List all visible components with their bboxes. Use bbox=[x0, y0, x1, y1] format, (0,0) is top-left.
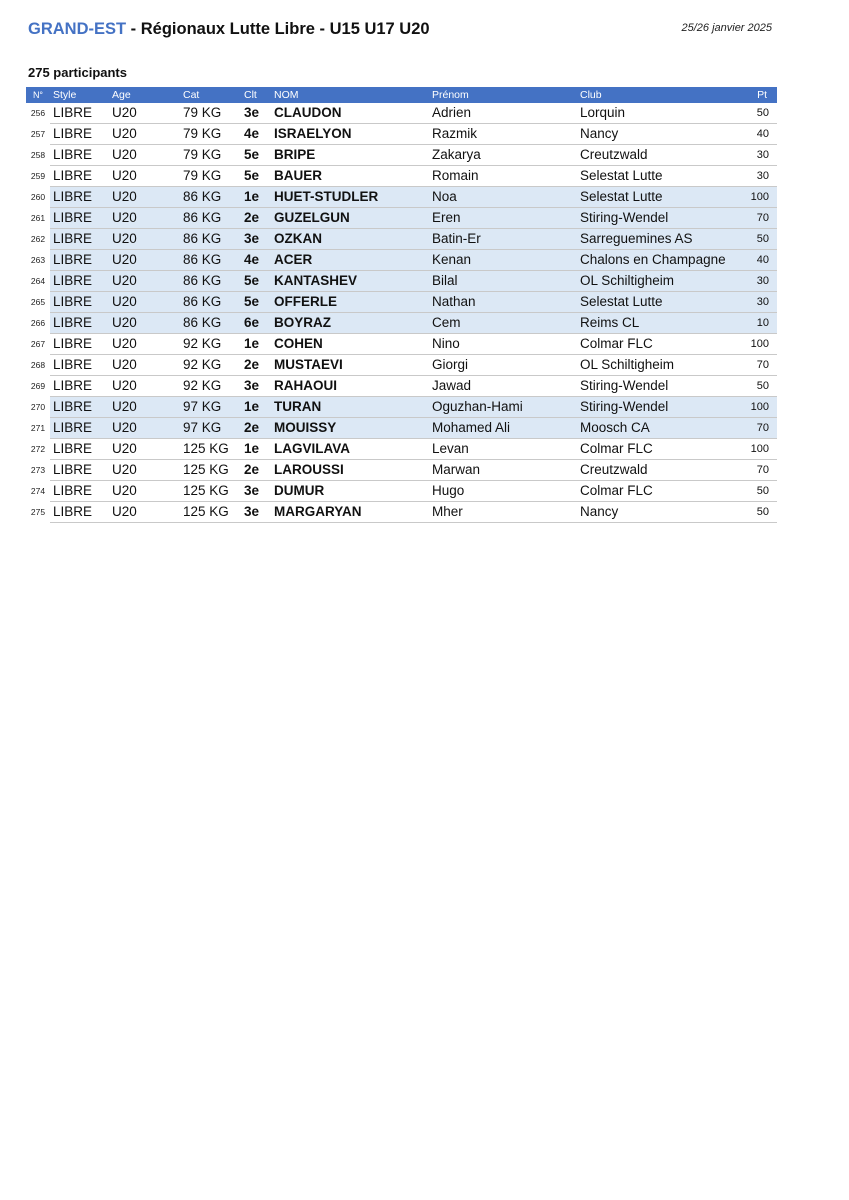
firstname-cell: Nino bbox=[429, 334, 577, 355]
table-row bbox=[26, 376, 777, 397]
style-cell: LIBRE bbox=[50, 292, 109, 313]
lastname-cell: ACER bbox=[271, 250, 429, 271]
firstname-cell: Hugo bbox=[429, 481, 577, 502]
row-number: 269 bbox=[26, 376, 50, 397]
points-cell: 50 bbox=[727, 502, 777, 523]
club-cell: Nancy bbox=[577, 502, 727, 523]
points-cell: 70 bbox=[727, 355, 777, 376]
lastname-cell: ISRAELYON bbox=[271, 124, 429, 145]
points-cell: 50 bbox=[727, 481, 777, 502]
category-cell: 79 KG bbox=[180, 166, 243, 187]
style-cell: LIBRE bbox=[50, 250, 109, 271]
category-cell: 79 KG bbox=[180, 145, 243, 166]
style-cell: LIBRE bbox=[50, 481, 109, 502]
points-cell: 100 bbox=[727, 397, 777, 418]
category-cell: 79 KG bbox=[180, 124, 243, 145]
club-cell: Selestat Lutte bbox=[577, 166, 727, 187]
lastname-cell: MARGARYAN bbox=[271, 502, 429, 523]
firstname-cell: Levan bbox=[429, 439, 577, 460]
firstname-cell: Marwan bbox=[429, 460, 577, 481]
points-cell: 30 bbox=[727, 166, 777, 187]
page-title bbox=[28, 20, 430, 39]
club-cell: Creutzwald bbox=[577, 460, 727, 481]
club-cell: OL Schiltigheim bbox=[577, 355, 727, 376]
participants-count: 275 participants bbox=[28, 65, 127, 80]
club-cell: Stiring-Wendel bbox=[577, 397, 727, 418]
club-cell: OL Schiltigheim bbox=[577, 271, 727, 292]
club-cell: Sarreguemines AS bbox=[577, 229, 727, 250]
table-row bbox=[26, 397, 777, 418]
table-row bbox=[26, 355, 777, 376]
col-header-style: Style bbox=[53, 89, 77, 101]
category-cell: 92 KG bbox=[180, 376, 243, 397]
rank-cell: 5e bbox=[243, 145, 271, 166]
club-cell: Chalons en Champagne bbox=[577, 250, 727, 271]
age-cell: U20 bbox=[109, 271, 180, 292]
lastname-cell: LAGVILAVA bbox=[271, 439, 429, 460]
age-cell: U20 bbox=[109, 208, 180, 229]
age-cell: U20 bbox=[109, 187, 180, 208]
age-cell: U20 bbox=[109, 460, 180, 481]
row-number: 267 bbox=[26, 334, 50, 355]
row-number: 270 bbox=[26, 397, 50, 418]
age-cell: U20 bbox=[109, 166, 180, 187]
style-cell: LIBRE bbox=[50, 187, 109, 208]
table-row bbox=[26, 418, 777, 439]
lastname-cell: BAUER bbox=[271, 166, 429, 187]
points-cell: 70 bbox=[727, 460, 777, 481]
firstname-cell: Zakarya bbox=[429, 145, 577, 166]
rank-cell: 5e bbox=[243, 166, 271, 187]
style-cell: LIBRE bbox=[50, 145, 109, 166]
style-cell: LIBRE bbox=[50, 460, 109, 481]
age-cell: U20 bbox=[109, 481, 180, 502]
rank-cell: 2e bbox=[243, 208, 271, 229]
age-cell: U20 bbox=[109, 418, 180, 439]
points-cell: 100 bbox=[727, 334, 777, 355]
club-cell: Selestat Lutte bbox=[577, 292, 727, 313]
style-cell: LIBRE bbox=[50, 271, 109, 292]
row-number: 263 bbox=[26, 250, 50, 271]
col-header-rank: Clt bbox=[244, 89, 257, 101]
category-cell: 86 KG bbox=[180, 313, 243, 334]
col-header-firstname: Prénom bbox=[432, 89, 469, 101]
table-row bbox=[26, 250, 777, 271]
age-cell: U20 bbox=[109, 124, 180, 145]
style-cell: LIBRE bbox=[50, 502, 109, 523]
age-cell: U20 bbox=[109, 292, 180, 313]
lastname-cell: BOYRAZ bbox=[271, 313, 429, 334]
lastname-cell: KANTASHEV bbox=[271, 271, 429, 292]
col-header-lastname: NOM bbox=[274, 89, 299, 101]
points-cell: 30 bbox=[727, 145, 777, 166]
firstname-cell: Razmik bbox=[429, 124, 577, 145]
table-row bbox=[26, 313, 777, 334]
lastname-cell: LAROUSSI bbox=[271, 460, 429, 481]
lastname-cell: OFFERLE bbox=[271, 292, 429, 313]
lastname-cell: MOUISSY bbox=[271, 418, 429, 439]
club-cell: Selestat Lutte bbox=[577, 187, 727, 208]
style-cell: LIBRE bbox=[50, 355, 109, 376]
row-number: 271 bbox=[26, 418, 50, 439]
club-cell: Stiring-Wendel bbox=[577, 208, 727, 229]
age-cell: U20 bbox=[109, 376, 180, 397]
style-cell: LIBRE bbox=[50, 376, 109, 397]
lastname-cell: GUZELGUN bbox=[271, 208, 429, 229]
firstname-cell: Mohamed Ali bbox=[429, 418, 577, 439]
category-cell: 86 KG bbox=[180, 229, 243, 250]
age-cell: U20 bbox=[109, 313, 180, 334]
points-cell: 100 bbox=[727, 439, 777, 460]
age-cell: U20 bbox=[109, 145, 180, 166]
firstname-cell: Nathan bbox=[429, 292, 577, 313]
row-number: 262 bbox=[26, 229, 50, 250]
age-cell: U20 bbox=[109, 103, 180, 124]
table-row bbox=[26, 292, 777, 313]
club-cell: Reims CL bbox=[577, 313, 727, 334]
rank-cell: 1e bbox=[243, 439, 271, 460]
club-cell: Colmar FLC bbox=[577, 439, 727, 460]
club-cell: Creutzwald bbox=[577, 145, 727, 166]
table-row bbox=[26, 502, 777, 523]
rank-cell: 4e bbox=[243, 124, 271, 145]
row-number: 259 bbox=[26, 166, 50, 187]
category-cell: 92 KG bbox=[180, 355, 243, 376]
table-header-row bbox=[26, 87, 777, 103]
style-cell: LIBRE bbox=[50, 124, 109, 145]
row-number: 257 bbox=[26, 124, 50, 145]
firstname-cell: Cem bbox=[429, 313, 577, 334]
rank-cell: 3e bbox=[243, 502, 271, 523]
points-cell: 70 bbox=[727, 208, 777, 229]
row-number: 275 bbox=[26, 502, 50, 523]
col-header-category: Cat bbox=[183, 89, 200, 101]
rank-cell: 2e bbox=[243, 418, 271, 439]
age-cell: U20 bbox=[109, 439, 180, 460]
rank-cell: 1e bbox=[243, 397, 271, 418]
row-number: 260 bbox=[26, 187, 50, 208]
competition-title: - Régionaux Lutte Libre - U15 U17 U20 bbox=[126, 20, 430, 38]
points-cell: 30 bbox=[727, 292, 777, 313]
table-row bbox=[26, 208, 777, 229]
points-cell: 10 bbox=[727, 313, 777, 334]
lastname-cell: MUSTAEVI bbox=[271, 355, 429, 376]
category-cell: 86 KG bbox=[180, 187, 243, 208]
points-cell: 100 bbox=[727, 187, 777, 208]
category-cell: 97 KG bbox=[180, 397, 243, 418]
row-number: 256 bbox=[26, 103, 50, 124]
lastname-cell: COHEN bbox=[271, 334, 429, 355]
rank-cell: 3e bbox=[243, 229, 271, 250]
points-cell: 30 bbox=[727, 271, 777, 292]
col-header-age: Age bbox=[112, 89, 131, 101]
rank-cell: 3e bbox=[243, 103, 271, 124]
style-cell: LIBRE bbox=[50, 397, 109, 418]
results-table bbox=[26, 87, 777, 523]
age-cell: U20 bbox=[109, 502, 180, 523]
firstname-cell: Batin-Er bbox=[429, 229, 577, 250]
lastname-cell: RAHAOUI bbox=[271, 376, 429, 397]
table-row bbox=[26, 187, 777, 208]
firstname-cell: Noa bbox=[429, 187, 577, 208]
style-cell: LIBRE bbox=[50, 334, 109, 355]
style-cell: LIBRE bbox=[50, 418, 109, 439]
table-row bbox=[26, 229, 777, 250]
lastname-cell: BRIPE bbox=[271, 145, 429, 166]
table-row bbox=[26, 334, 777, 355]
firstname-cell: Kenan bbox=[429, 250, 577, 271]
category-cell: 86 KG bbox=[180, 250, 243, 271]
lastname-cell: OZKAN bbox=[271, 229, 429, 250]
category-cell: 125 KG bbox=[180, 481, 243, 502]
age-cell: U20 bbox=[109, 397, 180, 418]
style-cell: LIBRE bbox=[50, 439, 109, 460]
col-header-number: N° bbox=[32, 90, 44, 100]
row-number: 274 bbox=[26, 481, 50, 502]
category-cell: 125 KG bbox=[180, 502, 243, 523]
rank-cell: 4e bbox=[243, 250, 271, 271]
rank-cell: 1e bbox=[243, 334, 271, 355]
points-cell: 40 bbox=[727, 250, 777, 271]
table-row bbox=[26, 145, 777, 166]
club-cell: Colmar FLC bbox=[577, 481, 727, 502]
rank-cell: 2e bbox=[243, 460, 271, 481]
style-cell: LIBRE bbox=[50, 229, 109, 250]
age-cell: U20 bbox=[109, 334, 180, 355]
category-cell: 79 KG bbox=[180, 103, 243, 124]
rank-cell: 1e bbox=[243, 187, 271, 208]
row-number: 265 bbox=[26, 292, 50, 313]
col-header-points: Pt bbox=[757, 89, 767, 101]
firstname-cell: Jawad bbox=[429, 376, 577, 397]
club-cell: Moosch CA bbox=[577, 418, 727, 439]
rank-cell: 6e bbox=[243, 313, 271, 334]
row-number: 264 bbox=[26, 271, 50, 292]
row-number: 268 bbox=[26, 355, 50, 376]
lastname-cell: CLAUDON bbox=[271, 103, 429, 124]
table-row bbox=[26, 481, 777, 502]
table-row bbox=[26, 460, 777, 481]
row-number: 272 bbox=[26, 439, 50, 460]
lastname-cell: HUET-STUDLER bbox=[271, 187, 429, 208]
table-row bbox=[26, 439, 777, 460]
firstname-cell: Eren bbox=[429, 208, 577, 229]
club-cell: Lorquin bbox=[577, 103, 727, 124]
rank-cell: 5e bbox=[243, 292, 271, 313]
points-cell: 50 bbox=[727, 103, 777, 124]
row-number: 273 bbox=[26, 460, 50, 481]
category-cell: 125 KG bbox=[180, 460, 243, 481]
category-cell: 97 KG bbox=[180, 418, 243, 439]
category-cell: 86 KG bbox=[180, 292, 243, 313]
firstname-cell: Romain bbox=[429, 166, 577, 187]
category-cell: 92 KG bbox=[180, 334, 243, 355]
row-number: 266 bbox=[26, 313, 50, 334]
event-date: 25/26 janvier 2025 bbox=[681, 22, 772, 34]
club-cell: Nancy bbox=[577, 124, 727, 145]
club-cell: Stiring-Wendel bbox=[577, 376, 727, 397]
table-row bbox=[26, 271, 777, 292]
col-header-club: Club bbox=[580, 89, 602, 101]
age-cell: U20 bbox=[109, 250, 180, 271]
rank-cell: 2e bbox=[243, 355, 271, 376]
age-cell: U20 bbox=[109, 355, 180, 376]
firstname-cell: Oguzhan-Hami bbox=[429, 397, 577, 418]
points-cell: 50 bbox=[727, 229, 777, 250]
row-number: 258 bbox=[26, 145, 50, 166]
style-cell: LIBRE bbox=[50, 313, 109, 334]
category-cell: 86 KG bbox=[180, 271, 243, 292]
lastname-cell: TURAN bbox=[271, 397, 429, 418]
rank-cell: 5e bbox=[243, 271, 271, 292]
style-cell: LIBRE bbox=[50, 103, 109, 124]
rank-cell: 3e bbox=[243, 481, 271, 502]
table-row bbox=[26, 166, 777, 187]
table-row bbox=[26, 124, 777, 145]
category-cell: 125 KG bbox=[180, 439, 243, 460]
age-cell: U20 bbox=[109, 229, 180, 250]
firstname-cell: Adrien bbox=[429, 103, 577, 124]
firstname-cell: Bilal bbox=[429, 271, 577, 292]
table-row bbox=[26, 103, 777, 124]
style-cell: LIBRE bbox=[50, 208, 109, 229]
style-cell: LIBRE bbox=[50, 166, 109, 187]
firstname-cell: Giorgi bbox=[429, 355, 577, 376]
points-cell: 70 bbox=[727, 418, 777, 439]
lastname-cell: DUMUR bbox=[271, 481, 429, 502]
club-cell: Colmar FLC bbox=[577, 334, 727, 355]
region-name: GRAND-EST bbox=[28, 20, 127, 38]
points-cell: 40 bbox=[727, 124, 777, 145]
firstname-cell: Mher bbox=[429, 502, 577, 523]
rank-cell: 3e bbox=[243, 376, 271, 397]
points-cell: 50 bbox=[727, 376, 777, 397]
category-cell: 86 KG bbox=[180, 208, 243, 229]
row-number: 261 bbox=[26, 208, 50, 229]
